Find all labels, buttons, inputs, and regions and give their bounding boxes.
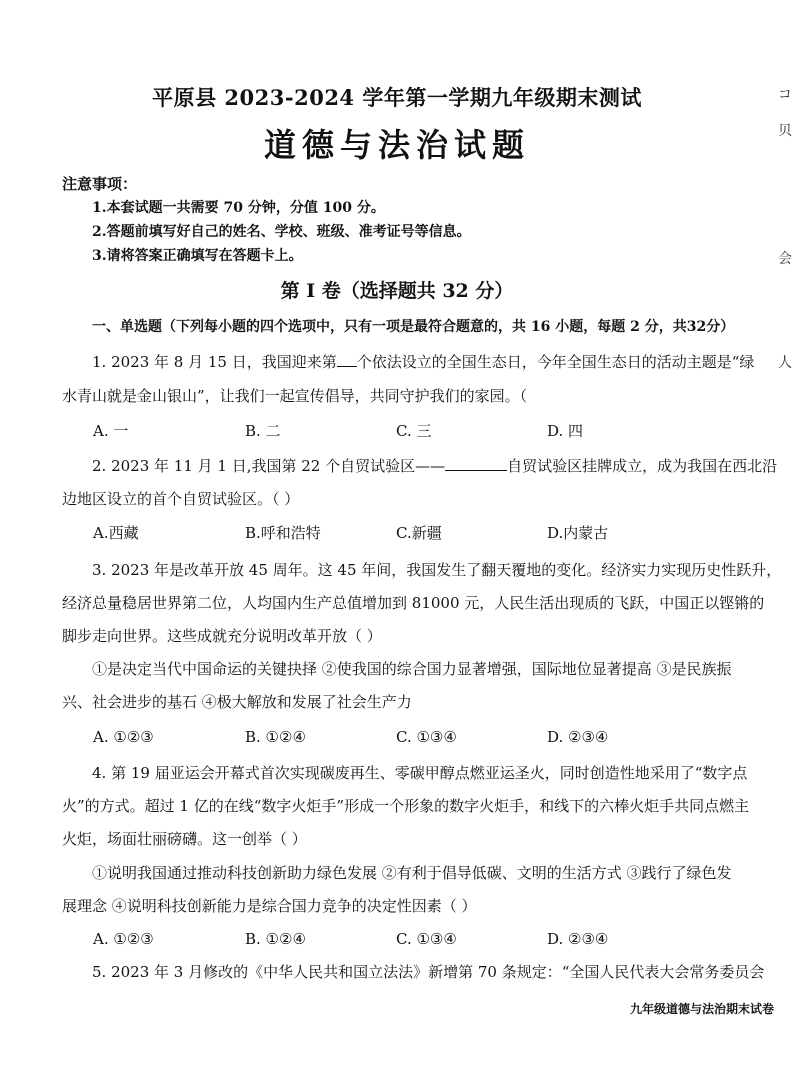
question-4-line: 火炬，场面壮丽磅礴。这一创举（ ） [62, 830, 307, 848]
option-d: D. ②③④ [547, 728, 609, 746]
option-a: A. ①②③ [93, 728, 154, 746]
note-item: 3.请将答案正确填写在答题卡上。 [92, 248, 303, 264]
question-1-text [92, 352, 754, 372]
question-1-line1-pre: 1. 2023 年 8 月 15 日，我国迎来第 [92, 353, 337, 371]
section-instruction: 一、单选题（下列每小题的四个选项中，只有一项是最符合题意的，共 16 小题，每题 2 分，共32分） [92, 319, 735, 335]
question-2-line2: 边地区设立的首个自贸试验区。（ ） [62, 490, 300, 508]
note-item: 1.本套试题一共需要 70 分钟，分值 100 分。 [92, 200, 385, 216]
question-4-line: 4. 第 19 届亚运会开幕式首次实现碳废再生、零碳甲醇点燃亚运圣火，同时创造性地采用了“数字点 [92, 764, 748, 782]
section-title: 第 I 卷（选择题共 32 分） [280, 280, 514, 302]
question-4-line: ①说明我国通过推动科技创新助力绿色发展 ②有利于倡导低碳、文明的生活方式 ③践行了绿色发 [92, 864, 732, 882]
option-d: D. ②③④ [547, 930, 609, 948]
question-2-line1-pre: 2. 2023 年 11 月 1 日,我国第 22 个自贸试验区—— [92, 457, 446, 475]
option-a: A.西藏 [93, 524, 139, 542]
question-4-line: 火”的方式。超过 1 亿的在线“数字火炬手”形成一个形象的数字火炬手，和线下的六棒火炬手共同点燃主 [62, 797, 750, 815]
question-4-line: 展理念 ④说明科技创新能力是综合国力竞争的决定性因素（ ） [62, 897, 477, 915]
option-d: D.内蒙古 [547, 524, 609, 542]
question-3-line: 3. 2023 年是改革开放 45 周年。这 45 年间，我国发生了翻天覆地的变化。经济实力实现历史性跃升， [92, 561, 782, 579]
option-b: B. ①②④ [245, 930, 306, 948]
margin-mark: 人 [778, 355, 792, 371]
option-b: B.呼和浩特 [245, 524, 321, 542]
question-3-line: ①是决定当代中国命运的关键抉择 ②使我国的综合国力显著增强，国际地位显著提高 ③是民族振 [92, 660, 732, 678]
question-3-line: 脚步走向世界。这些成就充分说明改革开放（ ） [62, 627, 382, 645]
option-c: C. ①③④ [396, 728, 457, 746]
option-c: C. ①③④ [396, 930, 457, 948]
option-c: C. 三 [396, 422, 432, 440]
page-footer: 九年级道德与法治期末试卷 [630, 1002, 775, 1016]
question-1-line2: 水青山就是金山银山”，让我们一起宣传倡导，共同守护我们的家园。（ [62, 387, 528, 405]
answer-blank [337, 366, 357, 367]
question-2-text [92, 456, 777, 476]
option-d: D. 四 [547, 422, 584, 440]
question-2-line1-post: 自贸试验区挂牌成立，成为我国在西北沿 [507, 457, 778, 475]
question-3-line: 兴、社会进步的基石 ④极大解放和发展了社会生产力 [62, 693, 412, 711]
option-c: C.新疆 [396, 524, 442, 542]
option-a: A. 一 [93, 422, 129, 440]
option-a: A. ①②③ [93, 930, 154, 948]
option-b: B. ①②④ [245, 728, 306, 746]
answer-blank [445, 470, 507, 471]
subject-title: 道德与法治试题 [263, 126, 530, 164]
question-1-line1-post: 个依法设立的全国生态日，今年全国生态日的活动主题是“绿 [356, 353, 755, 371]
margin-mark: 贝 [778, 123, 792, 139]
question-5-line: 5. 2023 年 3 月修改的《中华人民共和国立法法》新增第 70 条规定：“全国人民代表大会常务委员会 [92, 963, 765, 981]
question-3-line: 经济总量稳居世界第二位，人均国内生产总值增加到 81000 元，人民生活出现质的飞跃，中国正以铿锵的 [62, 594, 765, 612]
note-item: 2.答题前填写好自己的姓名、学校、班级、准考证号等信息。 [92, 224, 471, 240]
option-b: B. 二 [245, 422, 281, 440]
notes-heading: 注意事项： [62, 175, 138, 193]
margin-mark: 会 [778, 251, 792, 267]
exam-header-title: 平原县 2023-2024 学年第一学期九年级期末测试 [152, 85, 642, 110]
margin-mark: コ [778, 87, 792, 103]
